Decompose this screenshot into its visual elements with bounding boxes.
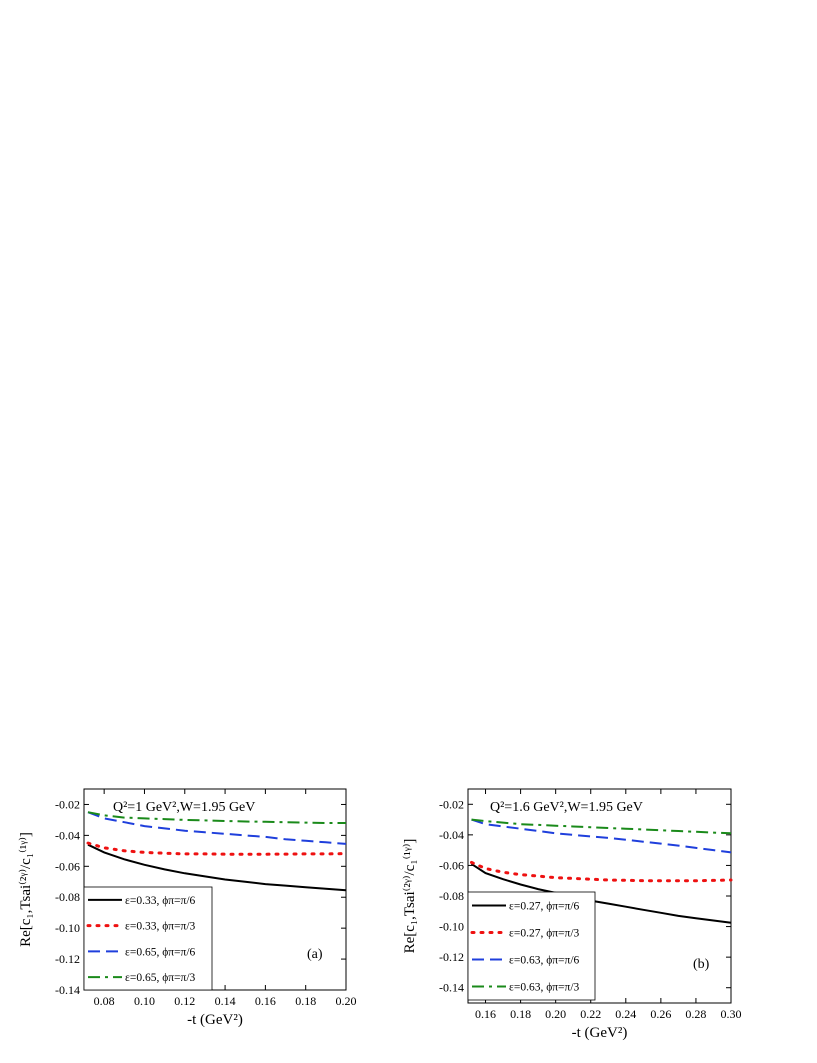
legend-entry: ε=0.63, ϕπ=π/6 [509, 954, 580, 967]
x-tick-label: 0.20 [335, 994, 357, 1008]
y-tick-label: -0.12 [55, 952, 80, 967]
panel-label: (a) [307, 947, 323, 962]
y-tick-label: -0.04 [439, 827, 464, 842]
condition-annotation: Q²=1 GeV²,W=1.95 GeV [113, 800, 256, 815]
y-tick-label: -0.06 [439, 858, 464, 873]
series-line [88, 843, 346, 854]
x-tick-label: 0.10 [133, 994, 155, 1008]
condition-annotation: Q²=1.6 GeV²,W=1.95 GeV [490, 800, 643, 815]
x-axis-label: -t (GeV²) [187, 1012, 243, 1028]
series-line [88, 812, 346, 844]
x-tick-label: 0.16 [254, 994, 276, 1008]
x-axis-label: -t (GeV²) [571, 1025, 628, 1041]
chart-panel [401, 789, 742, 1041]
x-tick-label: 0.30 [720, 1007, 742, 1021]
legend-entry: ε=0.27, ϕπ=π/6 [509, 900, 580, 913]
x-tick-label: 0.22 [580, 1007, 602, 1021]
x-tick-label: 0.20 [545, 1007, 567, 1021]
x-tick-label: 0.16 [475, 1007, 497, 1021]
x-tick-label: 0.26 [650, 1007, 672, 1021]
y-tick-label: -0.14 [439, 980, 464, 995]
y-tick-label: -0.10 [439, 919, 464, 934]
legend-entry: ε=0.65, ϕπ=π/6 [125, 946, 196, 959]
y-tick-label: -0.06 [55, 859, 80, 874]
legend-entry: ε=0.65, ϕπ=π/3 [125, 972, 196, 985]
y-tick-label: -0.10 [55, 921, 80, 936]
x-tick-label: 0.08 [93, 994, 115, 1008]
x-tick-label: 0.28 [685, 1007, 707, 1021]
series-line [472, 820, 732, 853]
y-tick-label: -0.02 [55, 797, 80, 812]
x-tick-label: 0.12 [174, 994, 196, 1008]
chart-panel [17, 789, 357, 1028]
y-tick-label: -0.08 [55, 890, 80, 905]
y-axis-label: Re[c₁,Tsai⁽²ᵞ⁾/c₁⁽¹ᵞ⁾] [18, 832, 34, 947]
series-line [88, 845, 346, 891]
y-tick-label: -0.04 [55, 828, 80, 843]
legend-entry: ε=0.33, ϕπ=π/3 [125, 920, 196, 933]
y-axis-label: Re[c₁,Tsai⁽²ᵞ⁾/c₁⁽¹ᵞ⁾] [402, 838, 418, 954]
x-tick-label: 0.18 [295, 994, 317, 1008]
series-line [472, 862, 732, 880]
legend-entry: ε=0.63, ϕπ=π/3 [509, 981, 580, 994]
panel-label: (b) [693, 957, 710, 972]
x-tick-label: 0.14 [214, 994, 236, 1008]
legend-entry: ε=0.33, ϕπ=π/6 [125, 894, 196, 907]
legend-entry: ε=0.27, ϕπ=π/3 [509, 927, 580, 940]
y-tick-label: -0.08 [439, 889, 464, 903]
y-tick-label: -0.14 [55, 983, 80, 997]
y-tick-label: -0.02 [439, 797, 464, 812]
x-tick-label: 0.18 [510, 1007, 532, 1021]
x-tick-label: 0.24 [615, 1007, 637, 1021]
y-tick-label: -0.12 [439, 950, 464, 965]
